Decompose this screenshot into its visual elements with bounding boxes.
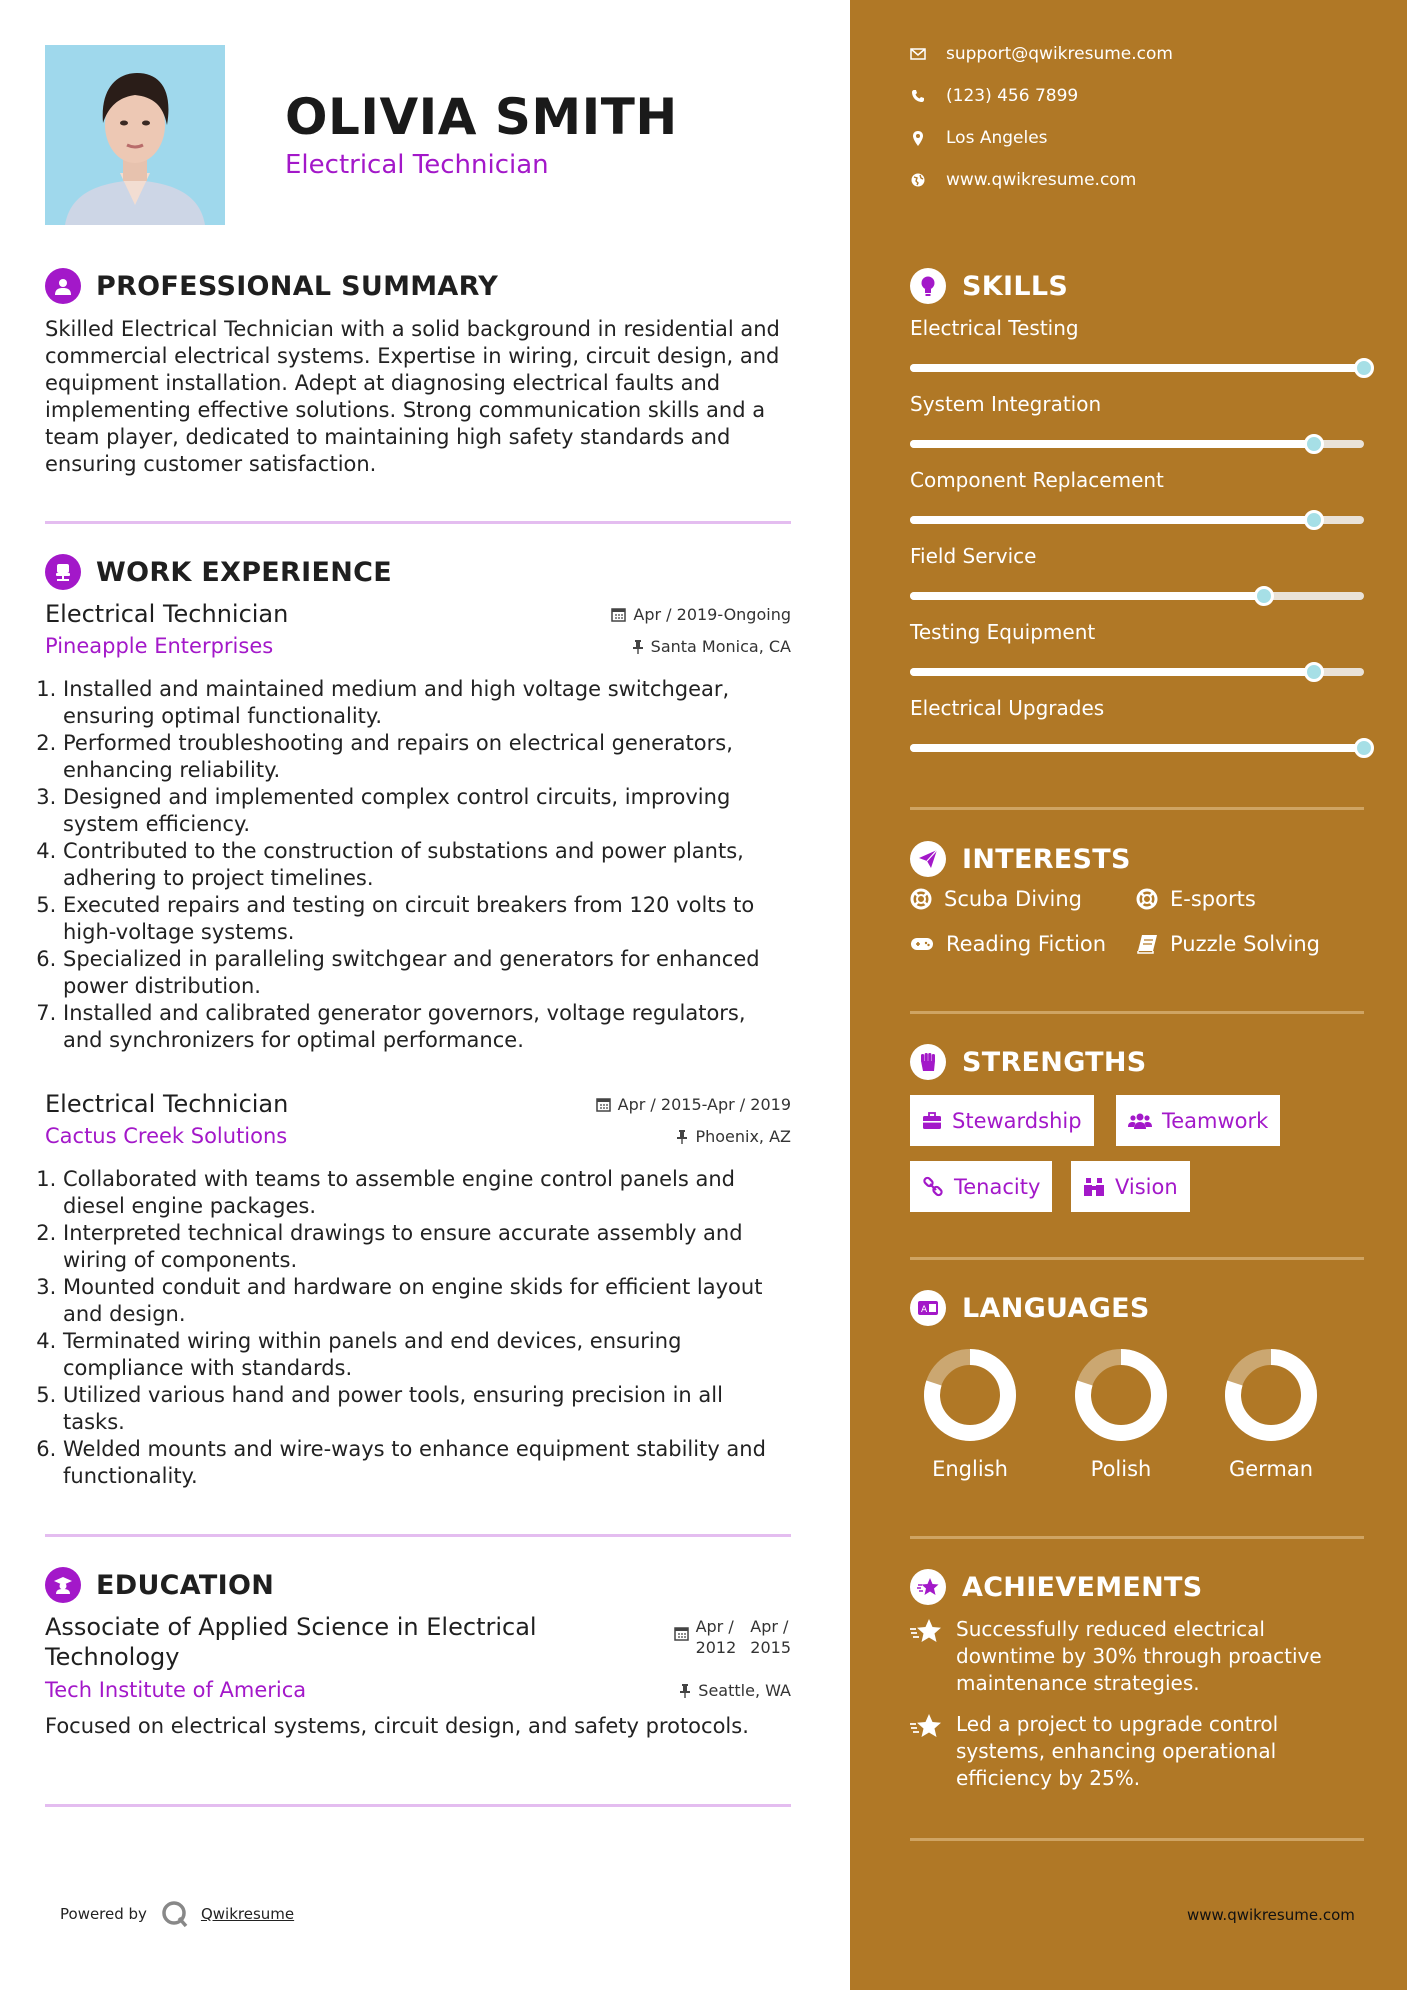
skills-header bbox=[910, 268, 1068, 304]
skill-fill bbox=[910, 668, 1314, 676]
languages-header bbox=[910, 1290, 1150, 1326]
job-location-text: Phoenix, AZ bbox=[695, 1126, 791, 1146]
strength-label: Teamwork bbox=[1162, 1108, 1269, 1133]
powered-by-label: Powered by bbox=[60, 1905, 147, 1923]
job-duties bbox=[45, 1166, 791, 1490]
binoculars-icon bbox=[1083, 1177, 1105, 1197]
interest-label: Reading Fiction bbox=[946, 932, 1107, 956]
language-ring bbox=[1221, 1345, 1321, 1445]
map-marker-icon bbox=[913, 131, 923, 146]
star-icon bbox=[910, 1713, 942, 1739]
office-chair-icon bbox=[45, 554, 81, 590]
skill-name: Testing Equipment bbox=[910, 620, 1096, 644]
pin-icon bbox=[676, 1129, 688, 1144]
skill-name: Field Service bbox=[910, 544, 1037, 568]
achievements-header bbox=[910, 1569, 1203, 1605]
globe-icon bbox=[911, 173, 925, 187]
skill-name: Electrical Upgrades bbox=[910, 696, 1105, 720]
job-location bbox=[632, 637, 791, 656]
gamepad-icon bbox=[910, 936, 934, 952]
pin-icon bbox=[679, 1683, 691, 1698]
strength-label: Vision bbox=[1115, 1174, 1178, 1199]
section-divider bbox=[910, 807, 1364, 810]
language-name: Polish bbox=[1090, 1457, 1152, 1481]
candidate-name: OLIVIA SMITH bbox=[285, 88, 678, 146]
job-duties bbox=[45, 676, 791, 1054]
job-location-text: Santa Monica, CA bbox=[650, 636, 791, 656]
language-ring bbox=[1071, 1345, 1171, 1445]
pin-icon bbox=[632, 639, 644, 654]
summary-heading: PROFESSIONAL SUMMARY bbox=[96, 270, 499, 302]
skill-fill bbox=[910, 440, 1314, 448]
language-name: German bbox=[1228, 1457, 1314, 1481]
section-divider bbox=[910, 1011, 1364, 1014]
footer-website: www.qwikresume.com bbox=[1187, 1906, 1355, 1924]
list-item: 1. Installed and maintained medium and high voltage switchgear, ensuring optimal functionality. bbox=[63, 676, 791, 730]
strengths-heading: STRENGTHS bbox=[962, 1046, 1147, 1078]
experience-header bbox=[45, 554, 392, 590]
section-divider bbox=[910, 1536, 1364, 1539]
interest-label: E-sports bbox=[1170, 887, 1256, 911]
star-icon bbox=[910, 1618, 942, 1644]
education-description: Focused on electrical systems, circuit design, and safety protocols. bbox=[45, 1714, 749, 1738]
book-icon bbox=[1136, 934, 1158, 954]
skill-fill bbox=[910, 592, 1264, 600]
strength-tag bbox=[910, 1095, 1094, 1146]
list-item: 2. Performed troubleshooting and repairs on electrical generators, enhancing reliability. bbox=[63, 730, 791, 784]
edu-end-year: 2015 bbox=[750, 1638, 791, 1657]
star-badge-icon bbox=[910, 1569, 946, 1605]
interest-label: Puzzle Solving bbox=[1170, 932, 1320, 956]
language-item bbox=[915, 1345, 1025, 1481]
achievement-item bbox=[910, 1711, 1364, 1792]
list-item: 5. Utilized various hand and power tools, ensuring precision in all tasks. bbox=[63, 1382, 791, 1436]
contact-location bbox=[910, 128, 1048, 148]
strengths-header bbox=[910, 1044, 1147, 1080]
interest-item bbox=[910, 932, 1106, 956]
lifebuoy-icon bbox=[910, 888, 932, 910]
list-item: 3. Mounted conduit and hardware on engine skids for efficient layout and design. bbox=[63, 1274, 791, 1328]
list-item: 7. Installed and calibrated generator governors, voltage regulators, and synchronizers for optimal performance. bbox=[63, 1000, 791, 1054]
interest-label: Scuba Diving bbox=[944, 887, 1082, 911]
job-title: Electrical Technician bbox=[45, 600, 289, 628]
achievement-text: Successfully reduced electrical downtime by 30% through proactive maintenance strategies. bbox=[956, 1617, 1322, 1695]
job-company: Cactus Creek Solutions bbox=[45, 1124, 288, 1148]
skill-knob bbox=[1304, 434, 1324, 454]
language-item bbox=[1066, 1345, 1176, 1481]
achievements-heading: ACHIEVEMENTS bbox=[962, 1571, 1203, 1603]
list-item: 6. Specialized in paralleling switchgear and generators for enhanced power distribution. bbox=[63, 946, 791, 1000]
powered-by bbox=[60, 1900, 294, 1928]
language-icon bbox=[910, 1290, 946, 1326]
svg-text:A: A bbox=[921, 1305, 928, 1315]
qwikresume-logo-icon bbox=[161, 1900, 189, 1928]
interests-heading: INTERESTS bbox=[962, 843, 1131, 875]
summary-header bbox=[45, 268, 498, 304]
skill-name: Electrical Testing bbox=[910, 316, 1079, 340]
strength-label: Stewardship bbox=[952, 1108, 1082, 1133]
strength-tag bbox=[1071, 1161, 1190, 1212]
candidate-title: Electrical Technician bbox=[285, 150, 549, 180]
skill-name: Component Replacement bbox=[910, 468, 1164, 492]
list-item: 1. Collaborated with teams to assemble engine control panels and diesel engine packages. bbox=[63, 1166, 791, 1220]
user-icon bbox=[45, 268, 81, 304]
list-item: 4. Terminated wiring within panels and end devices, ensuring compliance with standards. bbox=[63, 1328, 791, 1382]
lifebuoy-icon bbox=[1136, 888, 1158, 910]
skill-item bbox=[910, 316, 1364, 372]
edu-start-year: 2012 bbox=[695, 1638, 737, 1657]
phone-text: (123) 456 7899 bbox=[946, 86, 1079, 106]
section-divider bbox=[910, 1257, 1364, 1260]
education-header bbox=[45, 1567, 274, 1603]
list-item: 6. Welded mounts and wire-ways to enhance equipment stability and functionality. bbox=[63, 1436, 791, 1490]
lightbulb-icon bbox=[910, 268, 946, 304]
skill-name: System Integration bbox=[910, 392, 1102, 416]
job-location bbox=[676, 1127, 791, 1146]
job-dates bbox=[596, 1095, 791, 1114]
location-text: Los Angeles bbox=[946, 128, 1048, 148]
interest-item bbox=[1136, 932, 1320, 956]
list-item: 4. Contributed to the construction of substations and power plants, adhering to project timelines. bbox=[63, 838, 791, 892]
skill-knob bbox=[1254, 586, 1274, 606]
job-dates-text: Apr / 2015-Apr / 2019 bbox=[617, 1094, 791, 1114]
job-title: Electrical Technician bbox=[45, 1090, 289, 1118]
job-dates bbox=[611, 605, 791, 624]
skill-track bbox=[910, 592, 1364, 600]
calendar-icon bbox=[674, 1626, 689, 1641]
degree-title: Associate of Applied Science in Electrical Technology bbox=[45, 1613, 537, 1671]
summary-text: Skilled Electrical Technician with a solid background in residential and commercial electrical systems. Expertise in wiring, circuit design, and equipment installation. Adept at diagnosing electrical faults and implementing effective solutions. Strong communication skills and a team player, dedicated to maintaining high safety standards and ensuring customer satisfaction. bbox=[45, 317, 780, 476]
section-divider bbox=[45, 521, 791, 524]
skill-item bbox=[910, 620, 1364, 676]
job-dates-text: Apr / 2019-Ongoing bbox=[633, 604, 791, 624]
section-divider bbox=[45, 1804, 791, 1807]
strength-tag bbox=[910, 1161, 1052, 1212]
experience-heading: WORK EXPERIENCE bbox=[96, 556, 392, 588]
skill-knob bbox=[1354, 358, 1374, 378]
skill-knob bbox=[1304, 662, 1324, 682]
language-name: English bbox=[932, 1457, 1008, 1481]
education-entry bbox=[45, 1612, 791, 1738]
edu-start-month: Apr / bbox=[695, 1617, 734, 1636]
envelope-icon bbox=[910, 48, 926, 60]
interest-item bbox=[910, 887, 1082, 911]
briefcase-icon bbox=[922, 1112, 942, 1130]
school-name: Tech Institute of America bbox=[45, 1678, 307, 1702]
profile-photo bbox=[45, 45, 225, 225]
job-entry bbox=[45, 600, 791, 1054]
achievement-text: Led a project to upgrade control systems, enhancing operational efficiency by 25%. bbox=[956, 1712, 1279, 1790]
link-icon bbox=[922, 1176, 944, 1198]
languages-heading: LANGUAGES bbox=[962, 1292, 1150, 1324]
education-heading: EDUCATION bbox=[96, 1569, 275, 1601]
skill-track bbox=[910, 744, 1364, 752]
qwikresume-link[interactable]: Qwikresume bbox=[200, 1905, 295, 1923]
interest-item bbox=[1136, 887, 1256, 911]
education-dates bbox=[674, 1616, 791, 1658]
calendar-icon bbox=[611, 607, 626, 622]
skill-track bbox=[910, 440, 1364, 448]
edu-end-month: Apr / bbox=[750, 1617, 789, 1636]
list-item: 3. Designed and implemented complex control circuits, improving system efficiency. bbox=[63, 784, 791, 838]
graduate-icon bbox=[45, 1567, 81, 1603]
paper-plane-icon bbox=[910, 841, 946, 877]
list-item: 5. Executed repairs and testing on circuit breakers from 120 volts to high-voltage systems. bbox=[63, 892, 791, 946]
education-location-text: Seattle, WA bbox=[698, 1680, 791, 1700]
list-item: 2. Interpreted technical drawings to ensure accurate assembly and wiring of components. bbox=[63, 1220, 791, 1274]
contact-website bbox=[910, 170, 1136, 190]
contact-phone bbox=[910, 86, 1078, 106]
job-company: Pineapple Enterprises bbox=[45, 634, 274, 658]
users-icon bbox=[1128, 1112, 1152, 1130]
job-entry bbox=[45, 1090, 791, 1490]
skill-knob bbox=[1354, 738, 1374, 758]
skill-track bbox=[910, 364, 1364, 372]
skill-fill bbox=[910, 516, 1314, 524]
skills-heading: SKILLS bbox=[962, 270, 1069, 302]
skill-track bbox=[910, 668, 1364, 676]
section-divider bbox=[45, 1534, 791, 1537]
interests-header bbox=[910, 841, 1131, 877]
contact-email bbox=[910, 44, 1173, 64]
strength-label: Tenacity bbox=[954, 1174, 1041, 1199]
skill-fill bbox=[910, 364, 1364, 372]
section-divider bbox=[910, 1838, 1364, 1841]
website-text: www.qwikresume.com bbox=[946, 170, 1137, 190]
language-ring bbox=[920, 1345, 1020, 1445]
skill-item bbox=[910, 544, 1364, 600]
phone-icon bbox=[911, 89, 925, 103]
skill-knob bbox=[1304, 510, 1324, 530]
fist-icon bbox=[910, 1044, 946, 1080]
achievement-item bbox=[910, 1616, 1364, 1697]
skill-fill bbox=[910, 744, 1364, 752]
skill-item bbox=[910, 468, 1364, 524]
skill-item bbox=[910, 696, 1364, 752]
language-item bbox=[1216, 1345, 1326, 1481]
skill-track bbox=[910, 516, 1364, 524]
strength-tag bbox=[1116, 1095, 1280, 1146]
email-text: support@qwikresume.com bbox=[946, 44, 1173, 64]
education-location bbox=[679, 1681, 791, 1700]
skill-item bbox=[910, 392, 1364, 448]
calendar-icon bbox=[596, 1097, 611, 1112]
